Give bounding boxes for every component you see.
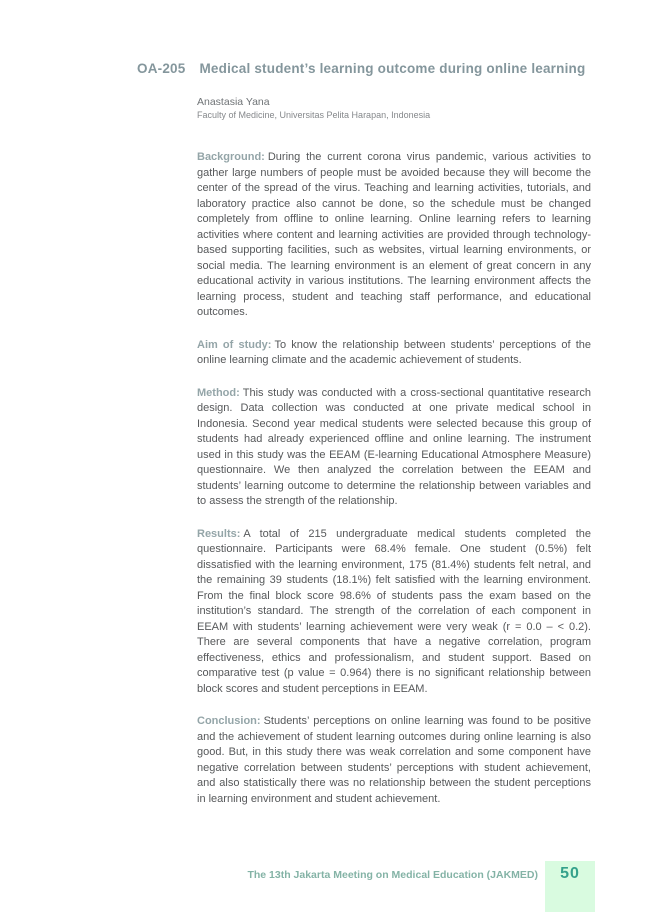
section-results (197, 527, 591, 698)
section-conclusion (197, 714, 591, 807)
section-background-label: Background: (197, 151, 265, 163)
section-aim-label: Aim of study: (197, 338, 272, 351)
section-conclusion-label: Conclusion: (197, 715, 261, 727)
page-number: 50 (560, 865, 580, 882)
page-footer (0, 861, 650, 912)
footer-conference-title: The 13th Jakarta Meeting on Medical Education (JAKMED) (247, 869, 538, 881)
abstract-body (197, 150, 591, 824)
section-method (197, 386, 591, 510)
author-name: Anastasia Yana (197, 96, 270, 108)
section-background-text: During the current corona virus pandemic, various activities to gather large numbers of people must be avoided because they will become the center of the spread of the virus. Teaching and learning activities, tutorials, and laboratory practice also cannot be done, so the schedule must be changed completely from offline to online learning. Online learning refers to learning activities where content and learning activities are provided through technology-based supporting facilities, such as websites, virtual learning environments, or social media. The learning environment is an element of great concern in any educational activity in various institutions. The learning environment affects the learning process, student and teaching staff performance, and educational outcomes. (197, 151, 591, 318)
section-results-text: A total of 215 undergraduate medical students completed the questionnaire. Participants were 68.4% female. One student (0.5%) felt dissatisfied with the learning environment, 175 (81.4%) students felt netral, and the remaining 39 students (18.1%) felt satisfied with the learning environment. From the final block score 98.6% of students pass the exam based on the institution’s standard. The strength of the correlation of each component in EEAM with students’ learning achievement were very weak (r = 0.0 – < 0.2). There are several components that have a negative correlation, program effectiveness, ethics and professionalism, and student support. Based on comparative test (p value = 0.964) there is no significant relationship between block scores and student perceptions in EEAM. (197, 527, 591, 695)
section-results-label: Results: (197, 527, 241, 540)
section-aim (197, 338, 591, 369)
page-number-box (545, 861, 595, 912)
section-aim-text: To know the relationship between students’ perceptions of the online learning climate and the academic achievement of students. (197, 338, 591, 366)
section-conclusion-text: Students’ perceptions on online learning was found to be positive and the achievement of student learning outcomes during online learning is also good. But, in this study there was weak correlation and some component have negative correlation between students’ perceptions with student achievement, and also statistically there was no relationship between the student perceptions in learning environment and student achievement. (197, 715, 591, 805)
abstract-header (137, 61, 597, 77)
author-affiliation: Faculty of Medicine, Universitas Pelita Harapan, Indonesia (197, 110, 431, 120)
section-method-label: Method: (197, 386, 240, 399)
author-block (197, 95, 591, 122)
section-method-text: This study was conducted with a cross-sectional quantitative research design. Data collection was conducted at one private medical school in Indonesia. Second year medical students were selected because this group of students had already experienced offline and online learning. The instrument used in this study was the EEAM (E-learning Educational Atmosphere Measure) questionnaire. We then analyzed the correlation between the EEAM and students’ learning outcome to determine the relationship between variables and to assess the strength of the relationship. (197, 386, 591, 507)
page-title: Medical student’s learning outcome during online learning (199, 61, 586, 76)
abstract-code: OA-205 (137, 61, 186, 76)
section-background (197, 150, 591, 321)
